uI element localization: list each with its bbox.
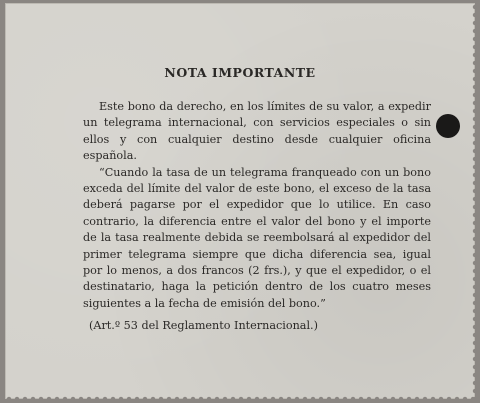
paragraph-fee-rules: “Cuando la tasa de un telegrama franqueado con un bono exceda del límite del valor de este bono, el exceso de la tasa deberá pagarse por el expedidor que lo utilice. En caso contrario, la diferencia entre el valor del bono y el importe de la tasa realmente debida se reembolsará al expedidor del primer telegrama siempre que dicha diferencia sea, igual por lo menos, a dos francos (2 frs.), y que el expedidor, o el destinatario, haga la petición dentro de los cuatro meses siguientes a la fecha de emisión del bono.” <box>83 165 431 310</box>
telegram-voucher-card <box>5 3 475 399</box>
notice-title: NOTA IMPORTANTE <box>164 65 316 80</box>
paragraph-regulation-reference: (Art.º 53 del Reglamento Internacional.) <box>89 319 318 333</box>
notice-body <box>83 99 431 335</box>
perforated-edge-right <box>472 3 478 399</box>
paragraph-voucher-rights: Este bono da derecho, en los límites de su valor, a expedir un telegrama internacional, con servicios especiales o sin ellos y con cualquier destino desde cualquier oficina española. <box>83 100 431 163</box>
perforated-edge-bottom <box>5 396 475 402</box>
punch-hole <box>436 114 460 138</box>
